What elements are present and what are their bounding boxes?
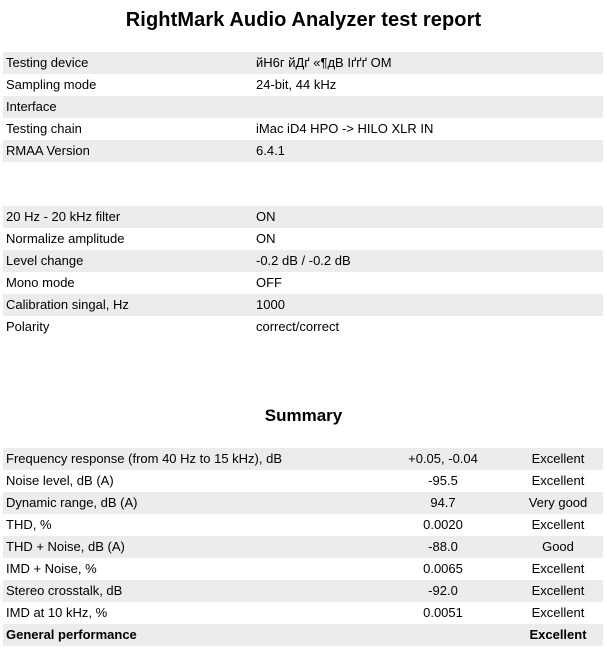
summary-rating: Excellent [531,451,585,466]
info-row [3,118,603,140]
settings-value: -0.2 dB / -0.2 dB [256,253,351,268]
summary-metric: Dynamic range, dB (A) [6,495,138,510]
info-value: 24-bit, 44 kHz [256,77,337,92]
summary-value: 94.7 [430,495,456,510]
settings-row [3,316,603,338]
info-label: Sampling mode [6,77,97,92]
info-row [3,74,603,96]
info-row [3,96,603,118]
info-value: iMac iD4 HPO -> HILO XLR IN [256,121,434,136]
info-label: Testing device [6,55,89,70]
settings-label: 20 Hz - 20 kHz filter [6,209,121,224]
info-row [3,52,603,74]
summary-value: 0.0065 [423,561,463,576]
settings-label: Normalize amplitude [6,231,125,246]
summary-rating: Excellent [531,473,585,488]
summary-rating: Excellent [531,561,585,576]
settings-row [3,294,603,316]
summary-value: 0.0020 [423,517,463,532]
info-label: Testing chain [6,121,82,136]
summary-row [3,514,603,536]
settings-value: OFF [256,275,282,290]
summary-metric: Frequency response (from 40 Hz to 15 kHz), dB [6,451,283,466]
settings-label: Mono mode [6,275,75,290]
settings-row [3,228,603,250]
summary-value: 0.0051 [423,605,463,620]
summary-title: Summary [264,406,343,425]
summary-rating: Good [542,539,574,554]
settings-label: Level change [6,253,84,268]
summary-rating: Excellent [529,627,587,642]
settings-row [3,206,603,228]
info-table [3,52,603,162]
summary-row [3,536,603,558]
report-title: RightMark Audio Analyzer test report [125,9,482,31]
summary-rating: Excellent [531,583,585,598]
summary-metric: THD, % [6,517,52,532]
summary-metric: IMD at 10 kHz, % [6,605,108,620]
settings-value: correct/correct [256,319,340,334]
settings-row [3,272,603,294]
summary-metric: General performance [6,627,137,642]
settings-value: ON [256,209,276,224]
summary-value: -88.0 [428,539,458,554]
general-performance-row [3,624,603,646]
info-value: 6.4.1 [256,143,285,158]
summary-row [3,470,603,492]
settings-label: Polarity [6,319,50,334]
settings-value: ON [256,231,276,246]
info-label: RMAA Version [6,143,90,158]
info-row [3,140,603,162]
summary-row [3,580,603,602]
summary-metric: THD + Noise, dB (A) [6,539,125,554]
summary-metric: Noise level, dB (A) [6,473,114,488]
summary-row [3,492,603,514]
summary-value: -92.0 [428,583,458,598]
summary-table [3,448,603,646]
summary-row [3,558,603,580]
settings-value: 1000 [256,297,285,312]
summary-row [3,602,603,624]
settings-label: Calibration singal, Hz [6,297,129,312]
settings-row [3,250,603,272]
summary-value: -95.5 [428,473,458,488]
summary-rating: Excellent [531,517,585,532]
summary-metric: IMD + Noise, % [6,561,97,576]
summary-metric: Stereo crosstalk, dB [6,583,123,598]
info-value: йН6г йДґ «¶дВ Iґґґ ОМ [256,55,392,70]
settings-table [3,206,603,338]
summary-row [3,448,603,470]
info-label: Interface [6,99,57,114]
summary-rating: Excellent [531,605,585,620]
summary-rating: Very good [528,495,588,510]
summary-value: +0.05, -0.04 [408,451,478,466]
